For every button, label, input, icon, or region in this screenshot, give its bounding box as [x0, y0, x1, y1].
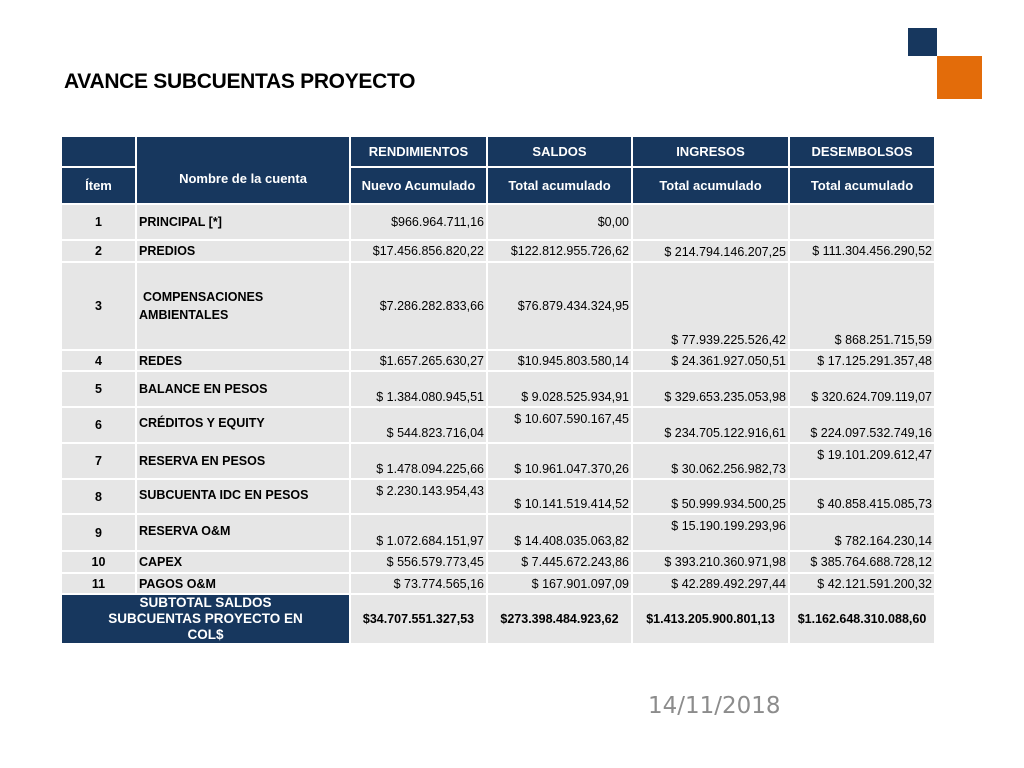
row-item: 2 [62, 241, 135, 261]
row-item: 7 [62, 444, 135, 478]
row-desembolsos: $ 320.624.709.119,07 [790, 372, 934, 406]
row-ingresos: $ 393.210.360.971,98 [633, 552, 788, 572]
row-rendimientos: $7.286.282.833,66 [351, 263, 486, 349]
row-ingresos: $ 329.653.235.053,98 [633, 372, 788, 406]
row-rendimientos: $ 1.478.094.225,66 [351, 444, 486, 478]
row-ingresos [633, 205, 788, 239]
table-row [62, 408, 934, 442]
row-rendimientos: $ 544.823.716,04 [351, 408, 486, 442]
row-saldos: $ 9.028.525.934,91 [488, 372, 631, 406]
row-desembolsos: $ 42.121.591.200,32 [790, 574, 934, 593]
row-saldos: $ 10.141.519.414,52 [488, 480, 631, 513]
row-saldos: $0,00 [488, 205, 631, 239]
header-rendimientos: RENDIMIENTOS [351, 137, 486, 166]
row-account-name: CAPEX [137, 552, 349, 572]
header-account-name: Nombre de la cuenta [137, 137, 349, 203]
row-item: 1 [62, 205, 135, 239]
table-row [62, 263, 934, 349]
row-desembolsos: $ 385.764.688.728,12 [790, 552, 934, 572]
subheader-saldos: Total acumulado [488, 168, 631, 203]
row-ingresos: $ 24.361.927.050,51 [633, 351, 788, 370]
row-item: 4 [62, 351, 135, 370]
subheader-desembolsos: Total acumulado [790, 168, 934, 203]
row-account-name: BALANCE EN PESOS [137, 372, 349, 406]
row-desembolsos: $ 19.101.209.612,47 [790, 444, 934, 478]
row-ingresos: $ 50.999.934.500,25 [633, 480, 788, 513]
row-rendimientos: $17.456.856.820,22 [351, 241, 486, 261]
row-saldos: $ 7.445.672.243,86 [488, 552, 631, 572]
row-saldos: $10.945.803.580,14 [488, 351, 631, 370]
decorative-navy-square [908, 28, 937, 56]
row-account-name: PREDIOS [137, 241, 349, 261]
table-row [62, 552, 934, 572]
subtotal-label: SUBTOTAL SALDOS SUBCUENTAS PROYECTO EN COL$ [62, 595, 349, 643]
row-desembolsos: $ 782.164.230,14 [790, 515, 934, 550]
subtotal-saldos: $273.398.484.923,62 [488, 595, 631, 643]
header-saldos: SALDOS [488, 137, 631, 166]
row-rendimientos: $ 73.774.565,16 [351, 574, 486, 593]
subheader-rendimientos: Nuevo Acumulado [351, 168, 486, 203]
row-saldos: $ 167.901.097,09 [488, 574, 631, 593]
row-ingresos: $ 30.062.256.982,73 [633, 444, 788, 478]
row-ingresos: $ 42.289.492.297,44 [633, 574, 788, 593]
row-desembolsos: $ 40.858.415.085,73 [790, 480, 934, 513]
row-account-name: CRÉDITOS Y EQUITY [137, 408, 349, 442]
row-rendimientos: $1.657.265.630,27 [351, 351, 486, 370]
row-rendimientos: $966.964.711,16 [351, 205, 486, 239]
row-saldos: $122.812.955.726,62 [488, 241, 631, 261]
table-row [62, 351, 934, 370]
row-item: 5 [62, 372, 135, 406]
table-row [62, 205, 934, 239]
table-row [62, 444, 934, 478]
row-item: 8 [62, 480, 135, 513]
slide-date: 14/11/2018 [648, 693, 781, 719]
row-desembolsos [790, 205, 934, 239]
header-ingresos: INGRESOS [633, 137, 788, 166]
row-account-name: COMPENSACIONES AMBIENTALES [137, 263, 349, 349]
row-saldos: $ 14.408.035.063,82 [488, 515, 631, 550]
subaccounts-table [60, 135, 936, 645]
header-desembolsos: DESEMBOLSOS [790, 137, 934, 166]
header-row-groups [62, 137, 934, 166]
row-account-name: SUBCUENTA IDC EN PESOS [137, 480, 349, 513]
row-rendimientos: $ 1.384.080.945,51 [351, 372, 486, 406]
subtotal-ingresos: $1.413.205.900.801,13 [633, 595, 788, 643]
row-item: 9 [62, 515, 135, 550]
row-ingresos: $ 214.794.146.207,25 [633, 241, 788, 261]
table-row [62, 515, 934, 550]
row-rendimientos: $ 2.230.143.954,43 [351, 480, 486, 513]
row-account-name: REDES [137, 351, 349, 370]
row-rendimientos: $ 556.579.773,45 [351, 552, 486, 572]
decorative-orange-square [937, 56, 982, 99]
row-account-name: PAGOS O&M [137, 574, 349, 593]
row-desembolsos: $ 868.251.715,59 [790, 263, 934, 349]
row-desembolsos: $ 224.097.532.749,16 [790, 408, 934, 442]
row-ingresos: $ 15.190.199.293,96 [633, 515, 788, 550]
row-saldos: $ 10.607.590.167,45 [488, 408, 631, 442]
row-item: 10 [62, 552, 135, 572]
row-account-name: PRINCIPAL [*] [137, 205, 349, 239]
row-saldos: $76.879.434.324,95 [488, 263, 631, 349]
row-item: 11 [62, 574, 135, 593]
table-row [62, 241, 934, 261]
header-blank-item [62, 137, 135, 166]
row-account-name: RESERVA O&M [137, 515, 349, 550]
row-ingresos: $ 234.705.122.916,61 [633, 408, 788, 442]
row-item: 6 [62, 408, 135, 442]
row-ingresos: $ 77.939.225.526,42 [633, 263, 788, 349]
table-row [62, 574, 934, 593]
subheader-ingresos: Total acumulado [633, 168, 788, 203]
row-desembolsos: $ 111.304.456.290,52 [790, 241, 934, 261]
slide-title: AVANCE SUBCUENTAS PROYECTO [64, 70, 416, 93]
row-desembolsos: $ 17.125.291.357,48 [790, 351, 934, 370]
row-item: 3 [62, 263, 135, 349]
row-rendimientos: $ 1.072.684.151,97 [351, 515, 486, 550]
table-row [62, 480, 934, 513]
row-saldos: $ 10.961.047.370,26 [488, 444, 631, 478]
table-row [62, 372, 934, 406]
header-item: Ítem [62, 168, 135, 203]
subtotal-desembolsos: $1.162.648.310.088,60 [790, 595, 934, 643]
subtotal-row [62, 595, 934, 643]
subtotal-rendimientos: $34.707.551.327,53 [351, 595, 486, 643]
row-account-name: RESERVA EN PESOS [137, 444, 349, 478]
